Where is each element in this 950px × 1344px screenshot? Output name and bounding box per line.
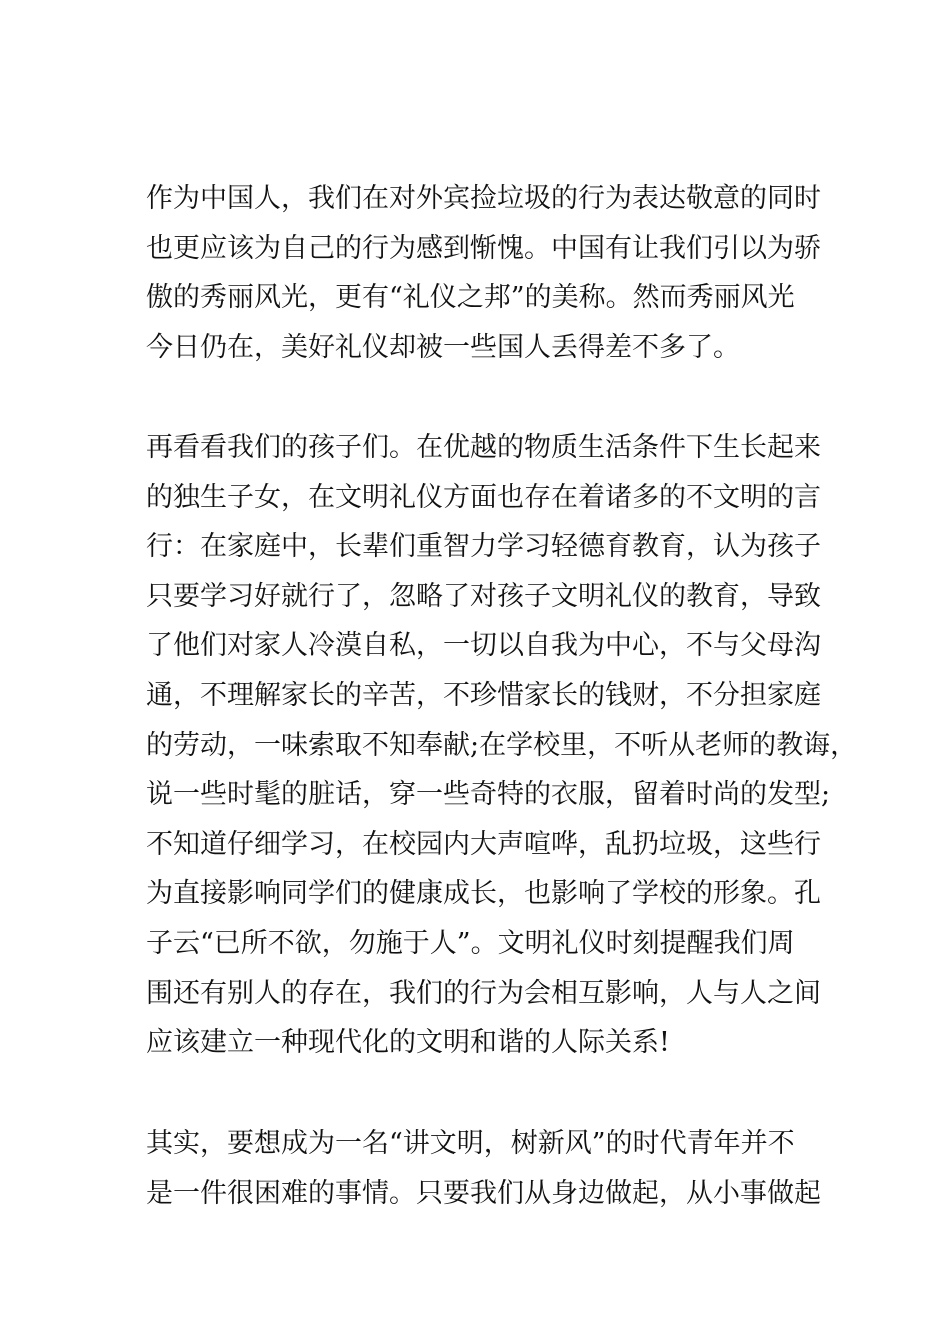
text-line: 今日仍在，美好礼仪却被一些国人丢得差不多了。 [146, 331, 740, 363]
text-line: 围还有别人的存在，我们的行为会相互影响，人与人之间 [146, 977, 821, 1009]
text-line: 通，不理解家长的辛苦，不珍惜家长的钱财，不分担家庭 [146, 679, 821, 711]
text-line: 不知道仔细学习，在校园内大声喧哗，乱扔垃圾，这些行 [146, 828, 821, 860]
text-line: 的独生子女，在文明礼仪方面也存在着诸多的不文明的言 [146, 481, 821, 513]
text-line: 也更应该为自己的行为感到惭愧。中国有让我们引以为骄 [146, 232, 821, 264]
text-line: 其实，要想成为一名“讲文明，树新风”的时代青年并不 [146, 1128, 795, 1159]
text-line: 再看看我们的孩子们。在优越的物质生活条件下生长起来 [146, 432, 821, 463]
text-line: 只要学习好就行了，忽略了对孩子文明礼仪的教育，导致 [146, 580, 821, 612]
paragraph-2 [146, 423, 858, 1068]
text-line: 作为中国人，我们在对外宾捡垃圾的行为表达敬意的同时 [146, 183, 821, 214]
paragraph-3 [146, 1119, 836, 1218]
text-line: 行：在家庭中，长辈们重智力学习轻德育教育，认为孩子 [146, 531, 821, 563]
text-line: 的劳动，一味索取不知奉献;在学校里，不听从老师的教诲， [146, 729, 858, 761]
text-line: 了他们对家人冷漠自私，一切以自我为中心，不与父母沟 [146, 630, 821, 662]
text-line: 子云“已所不欲，勿施于人”。文明礼仪时刻提醒我们周 [146, 927, 795, 959]
text-line: 应该建立一种现代化的文明和谐的人际关系! [146, 1027, 670, 1059]
text-line: 傲的秀丽风光，更有“礼仪之邦”的美称。然而秀丽风光 [146, 282, 795, 314]
paragraph-1 [146, 174, 836, 372]
text-line: 为直接影响同学们的健康成长，也影响了学校的形象。孔 [146, 878, 821, 910]
text-line: 是一件很困难的事情。只要我们从身边做起，从小事做起 [146, 1177, 821, 1209]
text-line: 说一些时髦的脏话，穿一些奇特的衣服，留着时尚的发型; [146, 779, 831, 811]
